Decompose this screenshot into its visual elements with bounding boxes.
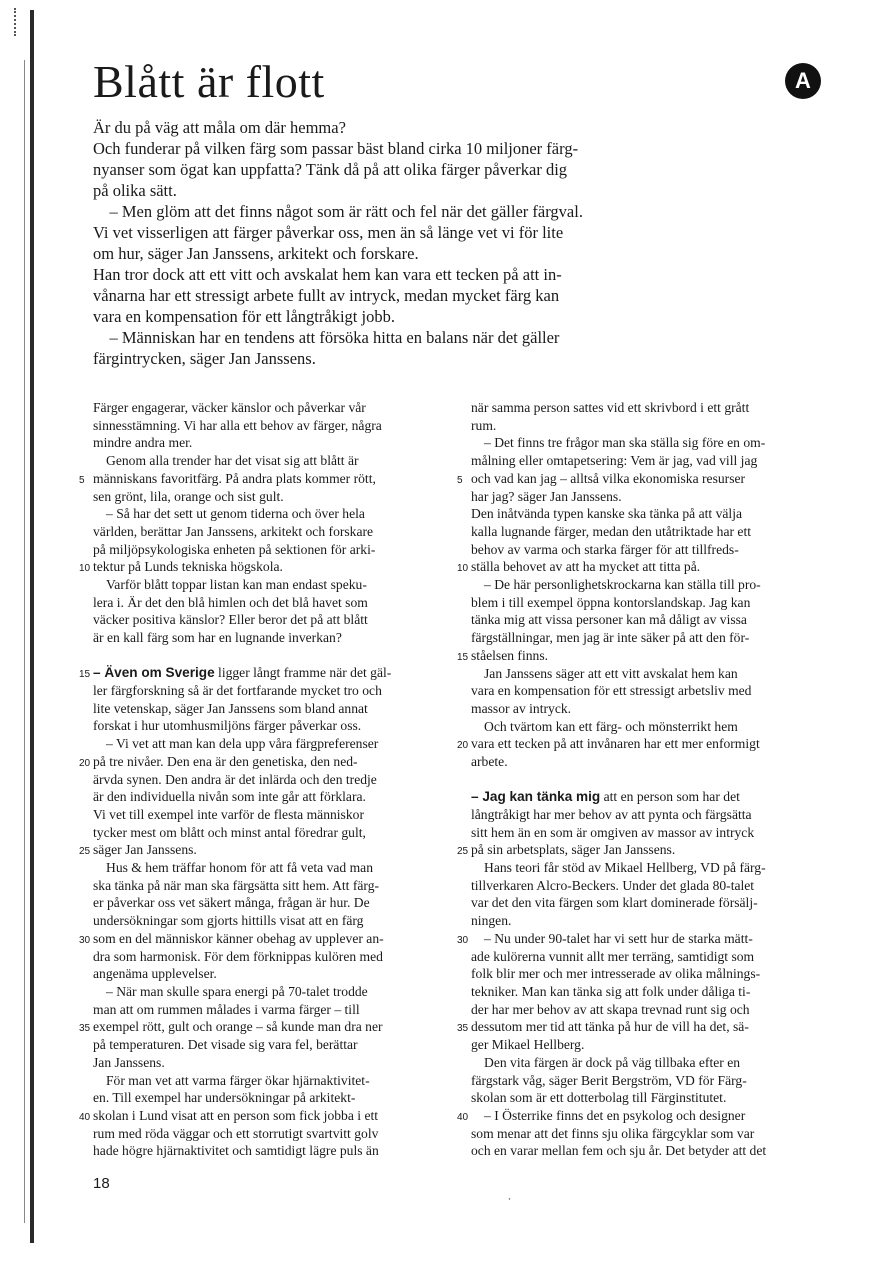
article-intro	[93, 117, 653, 369]
body-line-text: som en del människor känner obehag av upplever an-	[93, 930, 384, 946]
body-line: långtråkigt har mer behov av att pynta och färgsätta	[471, 806, 752, 822]
body-line: Jan Janssens.	[93, 1054, 165, 1070]
line-number: 25	[79, 846, 91, 858]
body-line: när samma person sattes vid ett skrivbord i ett grått	[471, 400, 750, 415]
body-line-text: och vad kan jag – alltså vilka ekonomiska resurser	[471, 470, 746, 486]
body-line-text: människans favoritfärg. På andra plats kommer rött,	[93, 470, 376, 486]
body-line-text: – I Österrike finns det en psykolog och designer	[484, 1107, 746, 1123]
body-line	[457, 1107, 831, 1125]
body-line: rum med röda väggar och ett storrutigt svartvitt golv	[93, 1125, 379, 1141]
binding-edge	[30, 10, 34, 1243]
body-line: massor av intryck.	[471, 700, 572, 716]
body-line: tänka mig att vissa personer kan må dåligt av vissa	[471, 612, 747, 628]
page-number: 18	[93, 1175, 110, 1192]
body-line: Färger engagerar, väcker känslor och påverkar vår	[93, 400, 366, 415]
body-line: undersökningar som gjorts hittills visat att en färg	[93, 913, 364, 929]
line-number: 35	[79, 1023, 91, 1035]
intro-line: om hur, säger Jan Janssens, arkitekt och forskare.	[93, 244, 419, 263]
body-line-text: dessutom mer tid att tänka på hur de vill ha det, sä-	[471, 1019, 749, 1035]
body-line: folk blir mer och mer intresserade av olika målnings-	[471, 966, 761, 982]
body-line: en. Till exempel har undersökningar på arkitekt-	[93, 1090, 356, 1106]
line-number: 5	[457, 474, 463, 486]
body-line: Och tvärtom kan ett färg- och mönsterrikt hem	[484, 718, 738, 734]
body-line: dra som harmonisk. För dem förknippas kulören med	[93, 948, 383, 964]
body-line: väcker positiva känslor? Eller beror det på att blått	[93, 612, 368, 628]
line-number: 30	[79, 934, 91, 946]
line-number: 35	[457, 1023, 469, 1035]
body-line: ska tänka på när man ska färgsätta sitt hem. Att färg-	[93, 877, 380, 893]
body-line	[79, 664, 453, 682]
body-line: sinnesstämning. Vi har alla ett behov av färger, några	[93, 417, 382, 433]
body-line: Den inåtvända typen kanske ska tänka på att välja	[471, 506, 743, 522]
body-line: – De här personlighetskrockarna kan ställa till pro-	[484, 577, 761, 593]
body-line: angenäma upplevelser.	[93, 966, 217, 982]
body-line	[79, 1107, 453, 1125]
lead-in: – Även om Sverige	[93, 665, 215, 681]
body-line	[457, 558, 831, 576]
body-line	[457, 647, 831, 665]
body-line	[457, 470, 831, 488]
line-number: 25	[457, 846, 469, 858]
section-badge: A	[785, 63, 821, 99]
body-line: – Det finns tre frågor man ska ställa sig före en om-	[484, 435, 766, 451]
body-line	[79, 930, 453, 948]
body-line: är den individuella nivån som inte går att förklara.	[93, 789, 366, 805]
body-column-right	[457, 399, 831, 1160]
body-line: blem i till exempel öppna kontorslandskap. Jag kan	[471, 594, 751, 610]
body-line: målning eller omtapetsering: Vem är jag, vad vill jag	[471, 453, 758, 469]
body-line: ger Mikael Hellberg.	[471, 1037, 585, 1053]
body-line	[79, 841, 453, 859]
intro-line: – Människan har en tendens att försöka hitta en balans när det gäller	[93, 328, 560, 347]
scan-speck: ⸳	[508, 1192, 511, 1204]
body-line: sitt hem än en som är omgiven av massor av intryck	[471, 824, 755, 840]
intro-line: Vi vet visserligen att färger påverkar oss, men än så länge vet vi för lite	[93, 223, 564, 242]
body-line: För man vet att varma färger ökar hjärnaktivitet-	[106, 1072, 370, 1088]
binding-edge-thin	[24, 60, 25, 1223]
body-line: – Så har det sett ut genom tiderna och över hela	[106, 506, 365, 522]
body-line-text: ligger långt framme när det gäl-	[214, 665, 392, 681]
body-column-left	[79, 399, 453, 1160]
body-line: lera i. Är det den blå himlen och det blå havet som	[93, 594, 368, 610]
body-line	[79, 1018, 453, 1036]
body-line: kalla lugnande färger, medan den utåtriktade har ett	[471, 523, 752, 539]
body-line-text: – Nu under 90-talet har vi sett hur de starka mätt-	[484, 930, 753, 946]
line-number: 10	[79, 563, 91, 575]
body-line	[79, 558, 453, 576]
body-line: tycker mest om blått och minst antal föredrar gult,	[93, 824, 366, 840]
intro-line: vara en kompensation för ett långtråkigt jobb.	[93, 307, 395, 326]
body-line: världen, berättar Jan Janssens, arkitekt och forskare	[93, 523, 374, 539]
line-number: 20	[457, 740, 469, 752]
body-line: – När man skulle spara energi på 70-talet trodde	[106, 984, 368, 999]
body-line-text: säger Jan Janssens.	[93, 842, 197, 858]
body-line: – Vi vet att man kan dela upp våra färgpreferenser	[106, 736, 379, 752]
scan-artifact	[14, 8, 26, 36]
body-line: Den vita färgen är dock på väg tillbaka efter en	[484, 1054, 741, 1070]
body-line: ade kulörerna vunnit allt mer terräng, samtidigt som	[471, 948, 755, 964]
body-line: var det den vita färgen som klart dominerade försälj-	[471, 895, 758, 911]
body-line: har jag? säger Jan Janssens.	[471, 488, 622, 504]
body-line-text: tektur på Lunds tekniska högskola.	[93, 559, 283, 575]
body-line-text: exempel rött, gult och orange – så kunde man dra ner	[93, 1019, 383, 1035]
body-line	[457, 1018, 831, 1036]
line-number: 30	[457, 934, 469, 946]
line-number: 40	[457, 1111, 469, 1123]
body-line	[79, 753, 453, 771]
body-line: hade högre hjärnaktivitet och samtidigt lägre puls än	[93, 1143, 379, 1159]
intro-line: vånarna har ett stressigt arbete fullt av intryck, medan mycket färg kan	[93, 286, 560, 305]
body-line: Hans teori får stöd av Mikael Hellberg, VD på färg-	[484, 860, 766, 876]
line-number: 15	[79, 669, 91, 681]
body-line: färgstark våg, säger Berit Bergström, VD för Färg-	[471, 1072, 747, 1088]
body-line: Hus & hem träffar honom för att få veta vad man	[106, 860, 374, 876]
body-line: behov av varma och starka färger för att tillfreds-	[471, 541, 739, 557]
body-line: lite vetenskap, säger Jan Janssens som bland annat	[93, 700, 368, 716]
body-line	[457, 930, 831, 948]
body-line: mindre andra mer.	[93, 435, 193, 451]
body-line	[457, 735, 831, 753]
body-line: ningen.	[471, 913, 512, 929]
body-line: man att om rummen målades i varma färger – till	[93, 1001, 360, 1017]
body-line: på temperaturen. Det visade sig vara fel, berättar	[93, 1037, 358, 1053]
body-line: tekniker. Man kan tänka sig att folk under dåliga ti-	[471, 984, 751, 999]
line-number: 40	[79, 1111, 91, 1123]
line-number: 20	[79, 757, 91, 769]
body-line: ler färgforskning så är det fortfarande mycket tro och	[93, 683, 382, 699]
body-line: Genom alla trender har det visat sig att blått är	[106, 453, 359, 469]
body-line: och en varar mellan fem och sju år. Det betyder att det	[471, 1143, 767, 1159]
body-line: forskat i hur utomhusmiljöns färger påverkar oss.	[93, 718, 362, 734]
body-line: på miljöpsykologiska enheten på sektionen för arki-	[93, 541, 376, 557]
body-line: vara en kompensation för ett stressigt arbetsliv med	[471, 683, 752, 699]
intro-line: nyanser som ögat kan uppfatta? Tänk då på att olika färger påverkar dig	[93, 160, 568, 179]
article-title: Blått är flott	[93, 56, 325, 107]
body-line: arbete.	[471, 754, 508, 770]
body-line: skolan som är ett dotterbolag till Färginstitutet.	[471, 1090, 727, 1106]
body-line-text: på sin arbetsplats, säger Jan Janssens.	[471, 842, 676, 858]
intro-line: Är du på väg att måla om där hemma?	[93, 118, 346, 137]
body-line: tillverkaren Alcro-Beckers. Under det glada 80-talet	[471, 877, 755, 893]
body-line: som menar att det finns sju olika färgcyklar som var	[471, 1125, 755, 1141]
body-line-text: vara ett tecken på att invånaren har ett mer enformigt	[471, 736, 760, 752]
body-line: sen grönt, lila, orange och sist gult.	[93, 488, 284, 504]
body-line-text: på tre nivåer. Den ena är den genetiska, den ned-	[93, 753, 358, 769]
intro-line: färgintrycken, säger Jan Janssens.	[93, 349, 316, 368]
body-line	[457, 841, 831, 859]
body-line: Varför blått toppar listan kan man endast speku-	[106, 577, 367, 593]
body-line-text: ställa behovet av att ha mycket att titta på.	[471, 559, 701, 575]
body-line: är en kall färg som har en lugnande inverkan?	[93, 630, 342, 646]
body-line: Vi vet till exempel inte varför de flesta människor	[93, 806, 364, 822]
body-line: färgställningar, men jag är inte säker på att den för-	[471, 630, 750, 646]
line-number: 15	[457, 651, 469, 663]
body-line: rum.	[471, 417, 497, 433]
intro-line: Han tror dock att ett vitt och avskalat hem kan vara ett tecken på att in-	[93, 265, 562, 284]
body-line: ärvda synen. Den andra är det inlärda och den tredje	[93, 771, 377, 787]
body-line-text: att en person som har det	[600, 789, 740, 805]
body-line	[471, 788, 831, 806]
intro-line: – Men glöm att det finns något som är rätt och fel när det gäller färgval.	[93, 202, 583, 221]
body-line-text: skolan i Lund visat att en person som fick jobba i ett	[93, 1107, 379, 1123]
body-line: Jan Janssens säger att ett vitt avskalat hem kan	[484, 665, 738, 681]
line-number: 10	[457, 563, 469, 575]
body-line: der har mer behov av att skapa trevnad runt sig och	[471, 1001, 750, 1017]
line-number: 5	[79, 474, 85, 486]
body-line-text: ståelsen finns.	[471, 647, 549, 663]
body-line: er påverkar oss vet säkert många, frågan är hur. De	[93, 895, 370, 911]
body-line	[79, 470, 453, 488]
intro-line: Och funderar på vilken färg som passar bäst bland cirka 10 miljoner färg-	[93, 139, 579, 158]
lead-in: – Jag kan tänka mig	[471, 789, 601, 805]
intro-line: på olika sätt.	[93, 181, 177, 200]
